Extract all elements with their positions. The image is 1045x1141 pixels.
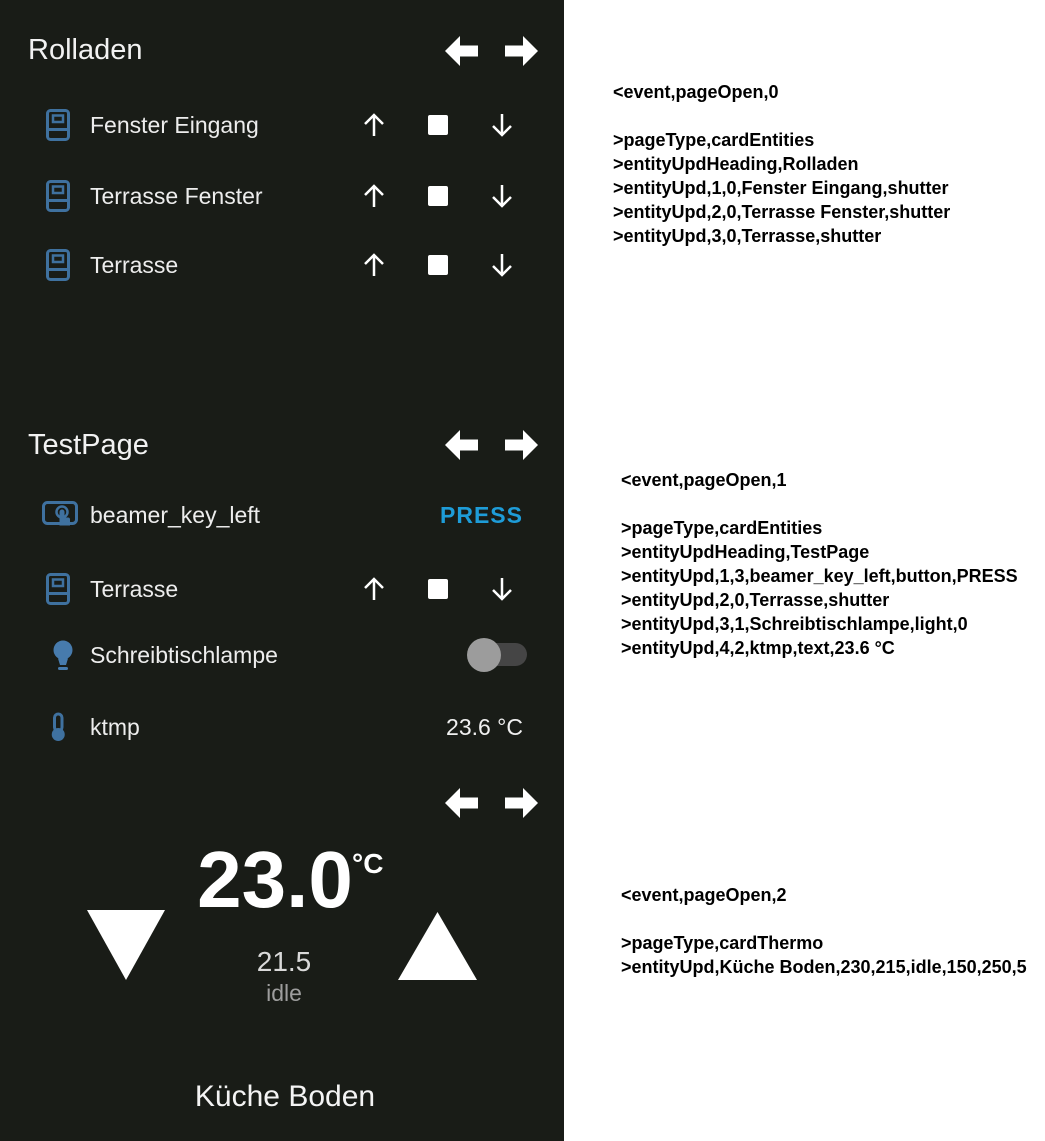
current-temperature: 23.0 [197,835,353,924]
nav-prev-button[interactable] [445,36,478,66]
toggle-knob [467,638,501,672]
log-line: <event,pageOpen,1 [621,470,787,490]
temperature-unit: °C [352,848,384,879]
log-line: >entityUpd,2,0,Terrasse,shutter [621,590,890,610]
nav-prev-button[interactable] [445,788,478,818]
log-line [613,104,950,128]
entity-row-ktmp [0,709,564,745]
arrow-up-icon [361,112,387,138]
arrow-up-icon [361,183,387,209]
log-line: >entityUpd,1,3,beamer_key_left,button,PRESS [621,566,1018,586]
setpoint-temperature: 21.5 [256,946,312,977]
log-line: >entityUpd,1,0,Fenster Eingang,shutter [613,178,949,198]
log-line: >entityUpd,2,0,Terrasse Fenster,shutter [613,202,951,222]
shutter-down-button[interactable] [484,571,520,607]
log-line: >entityUpd,4,2,ktmp,text,23.6 °C [621,638,895,658]
window-shutter-icon [46,180,70,212]
entity-row-terrasse-2 [0,571,564,607]
log-line: <event,pageOpen,0 [613,82,779,102]
log-line: >entityUpd,3,1,Schreibtischlampe,light,0 [621,614,968,634]
entity-row-terrasse [0,247,564,283]
protocol-log-page1 [621,468,1018,660]
stop-square-icon [428,186,448,206]
entity-label: Terrasse Fenster [90,183,263,209]
nav-next-button[interactable] [505,788,538,818]
arrow-down-icon [489,183,515,209]
log-line: >entityUpd,Küche Boden,230,215,idle,150,250,5 [621,957,1027,977]
light-toggle-switch[interactable] [467,637,527,673]
log-line [621,492,1018,516]
lightbulb-icon [52,640,74,671]
shutter-up-button[interactable] [356,178,392,214]
entity-label: Fenster Eingang [90,112,259,138]
window-shutter-icon [46,573,70,605]
gesture-tap-button-icon [42,499,78,531]
entity-label: ktmp [90,714,140,740]
entity-label: beamer_key_left [90,502,261,528]
protocol-log-page2 [621,883,1027,979]
shutter-stop-button[interactable] [420,571,456,607]
log-line: <event,pageOpen,2 [621,885,787,905]
log-line: >entityUpd,3,0,Terrasse,shutter [613,226,882,246]
log-line: >entityUpdHeading,TestPage [621,542,870,562]
shutter-down-button[interactable] [484,247,520,283]
arrow-right-icon [505,788,538,818]
log-line: >pageType,cardEntities [613,130,815,150]
nav-next-button[interactable] [505,430,538,460]
arrow-right-icon [505,36,538,66]
shutter-up-button[interactable] [356,247,392,283]
window-shutter-icon [46,249,70,281]
hvac-state: idle [266,980,302,1006]
entity-label: Terrasse [90,576,179,602]
triangle-up-icon [398,912,477,980]
entity-row-schreibtischlampe [0,637,564,673]
shutter-stop-button[interactable] [420,107,456,143]
log-line: >pageType,cardEntities [621,518,823,538]
setpoint-down-button[interactable] [87,910,165,980]
page-title-testpage: TestPage [28,429,149,461]
temperature-value: 23.6 °C [446,714,523,740]
shutter-stop-button[interactable] [420,247,456,283]
log-line: >pageType,cardThermo [621,933,824,953]
page-title-rolladen: Rolladen [28,34,143,66]
shutter-stop-button[interactable] [420,178,456,214]
press-button[interactable]: PRESS [440,502,523,528]
stop-square-icon [428,579,448,599]
entity-label: Schreibtischlampe [90,642,278,668]
setpoint-up-button[interactable] [398,912,477,980]
log-line: >entityUpdHeading,Rolladen [613,154,859,174]
arrow-down-icon [489,576,515,602]
stop-square-icon [428,255,448,275]
window-shutter-icon [46,109,70,141]
arrow-right-icon [505,430,538,460]
shutter-down-button[interactable] [484,107,520,143]
arrow-down-icon [489,112,515,138]
entity-row-fenster-eingang [0,107,564,143]
log-line [621,907,1027,931]
nav-next-button[interactable] [505,36,538,66]
shutter-up-button[interactable] [356,107,392,143]
entity-label: Terrasse [90,252,179,278]
stop-square-icon [428,115,448,135]
arrow-left-icon [445,36,478,66]
arrow-down-icon [489,252,515,278]
thermometer-icon [50,713,67,742]
entity-row-terrasse-fenster [0,178,564,214]
triangle-down-icon [87,910,165,980]
arrow-left-icon [445,430,478,460]
thermostat-name: Küche Boden [194,1080,376,1113]
shutter-up-button[interactable] [356,571,392,607]
protocol-log-page0 [613,80,950,248]
nav-prev-button[interactable] [445,430,478,460]
arrow-left-icon [445,788,478,818]
shutter-down-button[interactable] [484,178,520,214]
arrow-up-icon [361,576,387,602]
arrow-up-icon [361,252,387,278]
entity-row-beamer-key-left [0,497,564,533]
